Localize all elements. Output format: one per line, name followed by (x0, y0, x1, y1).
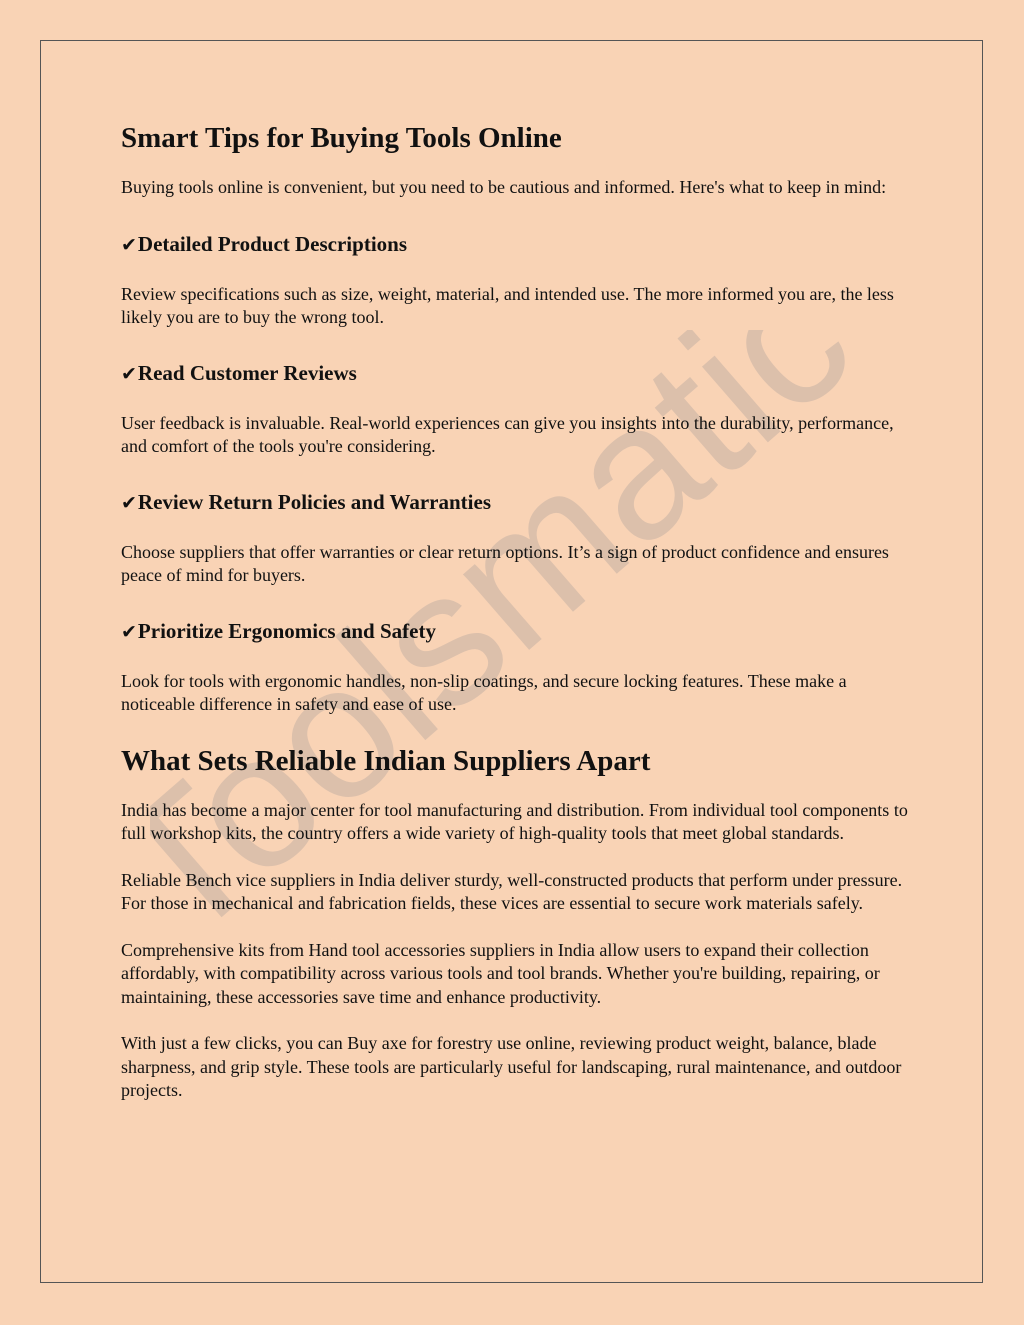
page-title: Smart Tips for Buying Tools Online (121, 122, 562, 154)
tip-heading-ergonomics (121, 617, 911, 646)
tip-heading-reviews (121, 359, 911, 388)
intro-paragraph: Buying tools online is convenient, but you need to be cautious and informed. Here's what to keep in mind: (121, 177, 887, 197)
section-paragraph: Comprehensive kits from Hand tool accessories suppliers in India allow users to expand their collection affordably, with compatibility across various tools and tool brands. Whether you're building, repairing, or maintaining, these accessories save time and enhance productivity. (121, 939, 880, 1007)
section-title: What Sets Reliable Indian Suppliers Apart (121, 744, 651, 777)
check-icon: ✔ (121, 620, 137, 643)
tip-body-reviews: User feedback is invaluable. Real-world experiences can give you insights into the durability, performance, and comfort of the tools you're considering. (121, 412, 894, 456)
tip-heading-text: Detailed Product Descriptions (137, 231, 408, 256)
tip-heading-text: Read Customer Reviews (137, 360, 357, 385)
tip-heading-return-policies (121, 488, 911, 517)
check-icon: ✔ (121, 491, 137, 514)
check-icon: ✔ (121, 362, 137, 385)
tip-body-return-policies: Choose suppliers that offer warranties or clear return options. It’s a sign of product confidence and ensures peace of mind for buyers. (121, 541, 889, 585)
check-icon: ✔ (121, 233, 137, 256)
section-paragraph: India has become a major center for tool manufacturing and distribution. From individual tool components to full workshop kits, the country offers a wide variety of high-quality tools that meet global standards. (121, 799, 908, 843)
section-paragraph: Reliable Bench vice suppliers in India deliver sturdy, well-constructed products that perform under pressure. For those in mechanical and fabrication fields, these vices are essential to secure work materials safely. (121, 869, 903, 913)
tip-heading-text: Review Return Policies and Warranties (137, 489, 491, 514)
tip-body-ergonomics: Look for tools with ergonomic handles, non-slip coatings, and secure locking features. These make a noticeable difference in safety and ease of use. (121, 670, 847, 714)
section-paragraph: With just a few clicks, you can Buy axe for forestry use online, reviewing product weight, balance, blade sharpness, and grip style. These tools are particularly useful for landscaping, rural maintenance, and outdoor projects. (121, 1033, 902, 1100)
tip-heading-text: Prioritize Ergonomics and Safety (137, 618, 436, 643)
article (121, 118, 911, 1126)
tip-heading-descriptions (121, 230, 911, 259)
watermark-text: Toolsmatic (150, 330, 870, 950)
tip-body-descriptions: Review specifications such as size, weight, material, and intended use. The more informed you are, the less likely you are to buy the wrong tool. (121, 283, 894, 327)
